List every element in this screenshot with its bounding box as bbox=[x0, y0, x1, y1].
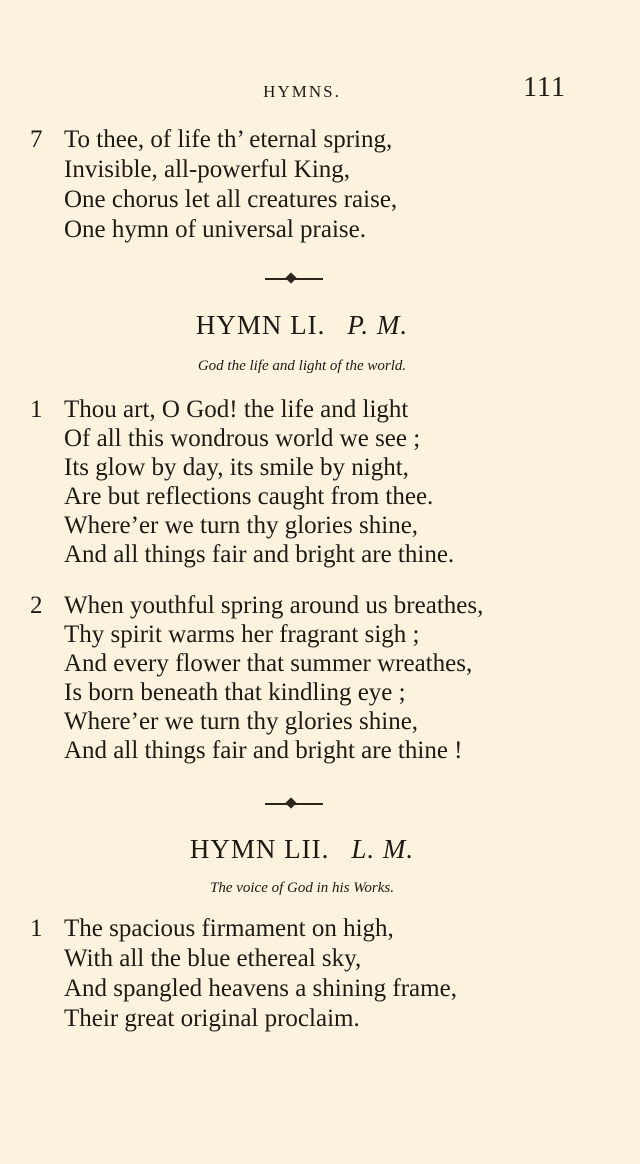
hymn-52-title bbox=[0, 834, 604, 865]
verse-line: One chorus let all creatures raise, bbox=[64, 186, 398, 213]
verse-line: Of all this wondrous world we see ; bbox=[64, 425, 421, 452]
stanza-number: 2 bbox=[30, 592, 43, 619]
verse-line: Are but reflections caught from thee. bbox=[64, 483, 434, 510]
verse-line: And spangled heavens a shining frame, bbox=[64, 975, 457, 1002]
hymn-meter: P. M. bbox=[347, 310, 409, 340]
verse-line: And every flower that summer wreathes, bbox=[64, 650, 473, 677]
verse-line: Is born beneath that kindling eye ; bbox=[64, 679, 406, 706]
hymn-meter: L. M. bbox=[351, 834, 415, 864]
verse-line: When youthful spring around us breathes, bbox=[64, 592, 484, 619]
ornamental-divider bbox=[265, 803, 323, 805]
stanza-number: 1 bbox=[30, 396, 43, 423]
hymn-51-subtitle: God the life and light of the world. bbox=[197, 358, 407, 374]
verse-line: One hymn of universal praise. bbox=[64, 216, 367, 243]
stanza-number: 1 bbox=[30, 915, 43, 942]
verse-line: To thee, of life th’ eternal spring, bbox=[64, 126, 393, 153]
verse-line: And all things fair and bright are thine. bbox=[64, 541, 455, 568]
verse-line: Where’er we turn thy glories shine, bbox=[64, 708, 419, 735]
hymn-number: HYMN LI. bbox=[195, 310, 326, 340]
stanza-number: 7 bbox=[30, 126, 43, 153]
page-number: 111 bbox=[523, 72, 566, 103]
verse-line: Thou art, O God! the life and light bbox=[64, 396, 409, 423]
verse-line: Its glow by day, its smile by night, bbox=[64, 454, 409, 481]
hymn-52-subtitle: The voice of God in his Works. bbox=[209, 880, 394, 896]
verse-line: And all things fair and bright are thine ! bbox=[64, 737, 463, 764]
hymn-51-title bbox=[0, 310, 604, 341]
verse-line: Their great original proclaim. bbox=[64, 1005, 360, 1032]
verse-line: Thy spirit warms her fragrant sigh ; bbox=[64, 621, 420, 648]
ornamental-divider bbox=[265, 278, 323, 280]
verse-line: Where’er we turn thy glories shine, bbox=[64, 512, 419, 539]
verse-line: The spacious firmament on high, bbox=[64, 915, 394, 942]
running-header: HYMNS. bbox=[263, 82, 341, 101]
verse-line: Invisible, all-powerful King, bbox=[64, 156, 351, 183]
hymn-number: HYMN LII. bbox=[189, 834, 330, 864]
verse-line: With all the blue ethereal sky, bbox=[64, 945, 362, 972]
